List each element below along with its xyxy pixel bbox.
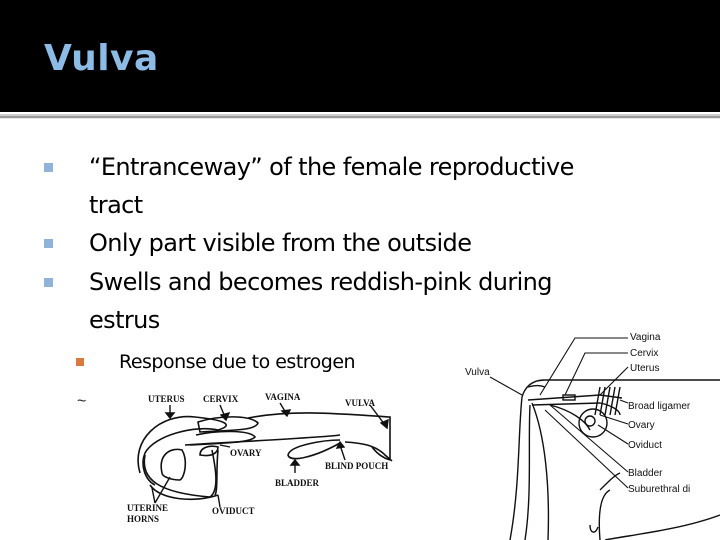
label-oviduct: OVIDUCT xyxy=(212,506,255,516)
header-divider-light xyxy=(0,118,720,119)
label-cervix: Cervix xyxy=(630,348,659,359)
bullet-item xyxy=(89,224,669,262)
label-ovary: OVARY xyxy=(230,448,262,458)
label-bladder: BLADDER xyxy=(275,478,320,488)
label-blind-pouch: BLIND POUCH xyxy=(325,461,389,471)
label-broad-ligament: Broad ligamer xyxy=(628,401,691,412)
label-uterus: UTERUS xyxy=(148,394,185,404)
sub-bullet-square-icon xyxy=(76,358,84,366)
reproductive-tract-diagram xyxy=(100,385,410,540)
label-oviduct: Oviduct xyxy=(628,440,662,451)
bullet-square-icon xyxy=(44,239,53,248)
bullet-square-icon xyxy=(44,163,53,172)
label-suburethral: Suburethral di xyxy=(628,484,691,495)
bullet-line: Only part visible from the outside xyxy=(89,229,472,257)
label-cervix: CERVIX xyxy=(203,394,239,404)
bullet-line: estrus xyxy=(89,306,160,334)
label-vagina: Vagina xyxy=(630,332,661,343)
cow-anatomy-diagram xyxy=(450,315,720,540)
sub-bullet-item: Response due to estrogen xyxy=(119,351,356,373)
label-uterine-horns-2: HORNS xyxy=(127,514,160,524)
bullet-line: “Entranceway” of the female reproductive xyxy=(89,153,574,181)
label-uterine-horns-1: UTERINE xyxy=(127,503,169,513)
bullet-line: tract xyxy=(89,191,143,219)
label-vulva: VULVA xyxy=(345,398,376,408)
slide-title: Vulva xyxy=(44,38,159,79)
bullet-square-icon xyxy=(44,278,53,287)
label-ovary: Ovary xyxy=(628,420,655,431)
label-vagina: VAGINA xyxy=(265,392,301,402)
label-uterus: Uterus xyxy=(630,363,660,374)
bullet-item xyxy=(89,148,669,224)
stray-tilde-mark: ~ xyxy=(77,393,87,410)
label-vulva: Vulva xyxy=(465,367,490,378)
label-bladder: Bladder xyxy=(628,468,663,479)
bullet-line: Swells and becomes reddish-pink during xyxy=(89,268,552,296)
